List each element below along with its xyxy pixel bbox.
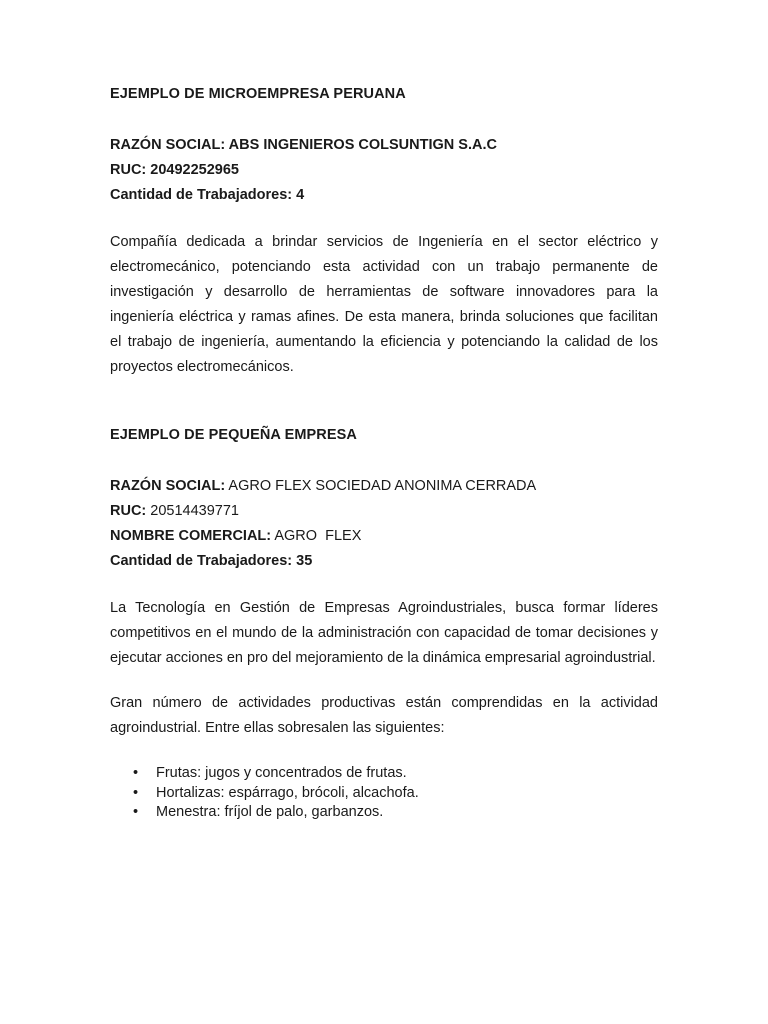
list-item-text: Menestra: fríjol de palo, garbanzos. bbox=[156, 804, 384, 820]
section1-title: EJEMPLO DE MICROEMPRESA PERUANA bbox=[110, 86, 406, 102]
section1-razon-social: RAZÓN SOCIAL: ABS INGENIEROS COLSUNTIGN S.A.C bbox=[110, 137, 497, 153]
section1-trabajadores: Cantidad de Trabajadores: 4 bbox=[110, 187, 305, 203]
bullet-icon: • bbox=[133, 784, 139, 801]
list-item bbox=[110, 764, 658, 784]
document-content bbox=[110, 84, 658, 823]
section1-ruc: RUC: 20492252965 bbox=[110, 162, 239, 178]
section2-paragraph1: La Tecnología en Gestión de Empresas Agroindustriales, busca formar líderes competitivos en el mundo de la administración con capacidad de tomar decisiones y ejecutar acciones en pro del mejoramiento de la dinámica empresarial agroindustrial. bbox=[110, 600, 658, 666]
razon-social-value: AGRO FLEX SOCIEDAD ANONIMA CERRADA bbox=[225, 478, 537, 494]
section2-razon-social bbox=[110, 476, 658, 496]
section2-paragraph2: Gran número de actividades productivas están comprendidas en la actividad agroindustrial. Entre ellas sobresalen las siguientes: bbox=[110, 695, 658, 736]
section2-trabajadores: Cantidad de Trabajadores: 35 bbox=[110, 553, 313, 569]
ruc-label: RUC: bbox=[110, 503, 147, 519]
razon-social-label: RAZÓN SOCIAL: bbox=[110, 478, 226, 494]
list-item bbox=[110, 784, 658, 804]
ruc-value: 20514439771 bbox=[146, 503, 239, 519]
nombre-comercial-value: AGRO FLEX bbox=[271, 528, 362, 544]
activities-list bbox=[110, 764, 658, 823]
nombre-comercial-label: NOMBRE COMERCIAL: bbox=[110, 528, 272, 544]
bullet-icon: • bbox=[133, 765, 139, 781]
list-item-text: Hortalizas: espárrago, brócoli, alcachofa. bbox=[156, 784, 419, 801]
section2-ruc bbox=[110, 501, 658, 521]
list-item-text: Frutas: jugos y concentrados de frutas. bbox=[156, 765, 407, 781]
list-item bbox=[110, 803, 658, 823]
bullet-icon: • bbox=[133, 804, 139, 820]
section2-nombre-comercial bbox=[110, 526, 658, 546]
section1-description: Compañía dedicada a brindar servicios de Ingeniería en el sector eléctrico y electromecánico, potenciando esta actividad con un trabajo permanente de investigación y desarrollo de herramientas de software innovadores para la ingeniería eléctrica y ramas afines. De esta manera, brinda soluciones que facilitan el trabajo de ingeniería, aumentando la eficiencia y potenciando la calidad de los proyectos electromecánicos. bbox=[110, 234, 658, 375]
section2-title: EJEMPLO DE PEQUEÑA EMPRESA bbox=[110, 427, 357, 443]
